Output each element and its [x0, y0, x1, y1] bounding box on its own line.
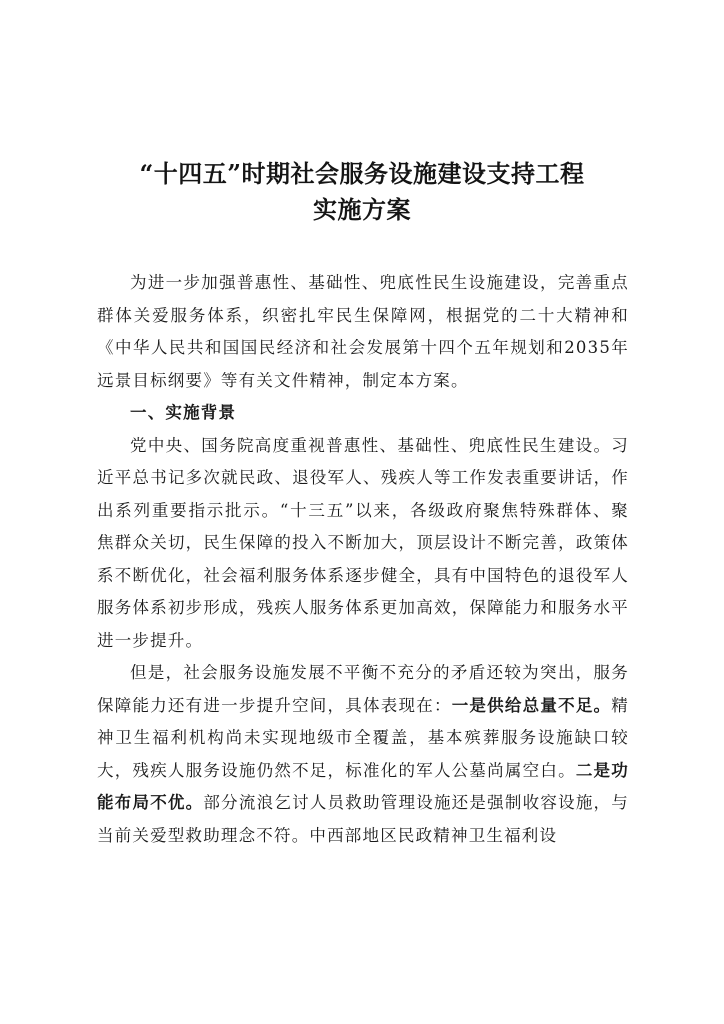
- document-title-line-2: 实施方案: [313, 195, 411, 224]
- paragraph-text: 但是，社会服务设施发展不平衡不充分的矛盾还较为突出，服务保障能力还有进一步提升空间，具体表现在：: [97, 663, 629, 715]
- paragraph-text: 部分流浪乞讨人员救助管理设施还是强制收容设施，与当前关爱型救助理念不符。中西部地区民政精神卫生福利设: [97, 793, 629, 845]
- background-paragraph-1: 党中央、国务院高度重视普惠性、基础性、兜底性民生建设。习近平总书记多次就民政、退役军人、残疾人等工作发表重要讲话，作出系列重要指示批示。“十三五”以来，各级政府聚焦特殊群体、聚焦群众关切，民生保障的投入不断加大，顶层设计不断完善，政策体系不断优化，社会福利服务体系逐步健全，具有中国特色的退役军人服务体系初步形成，残疾人服务体系更加高效，保障能力和服务水平进一步提升。: [97, 435, 629, 650]
- background-paragraph-2: [97, 657, 629, 852]
- paragraph-text: 精神卫生福利机构尚未实现地级市全覆盖，基本殡葬服务设施缺口较大，残疾人服务设施仍然不足，标准化的军人公墓尚属空白。: [97, 695, 629, 780]
- section-heading: 一、实施背景: [130, 403, 237, 422]
- emphasis-text: 二是功能布局不优。: [97, 760, 629, 812]
- document-title-line-1: “十四五”时期社会服务设施建设支持工程: [139, 159, 585, 188]
- intro-paragraph: 为进一步加强普惠性、基础性、兜底性民生设施建设，完善重点群体关爱服务体系，织密扎牢民生保障网，根据党的二十大精神和《中华人民共和国国民经济和社会发展第十四个五年规划和2035年远景目标纲要》等有关文件精神，制定本方案。: [97, 273, 629, 390]
- document-body: [97, 267, 629, 852]
- emphasis-text: 一是供给总量不足。: [451, 695, 612, 715]
